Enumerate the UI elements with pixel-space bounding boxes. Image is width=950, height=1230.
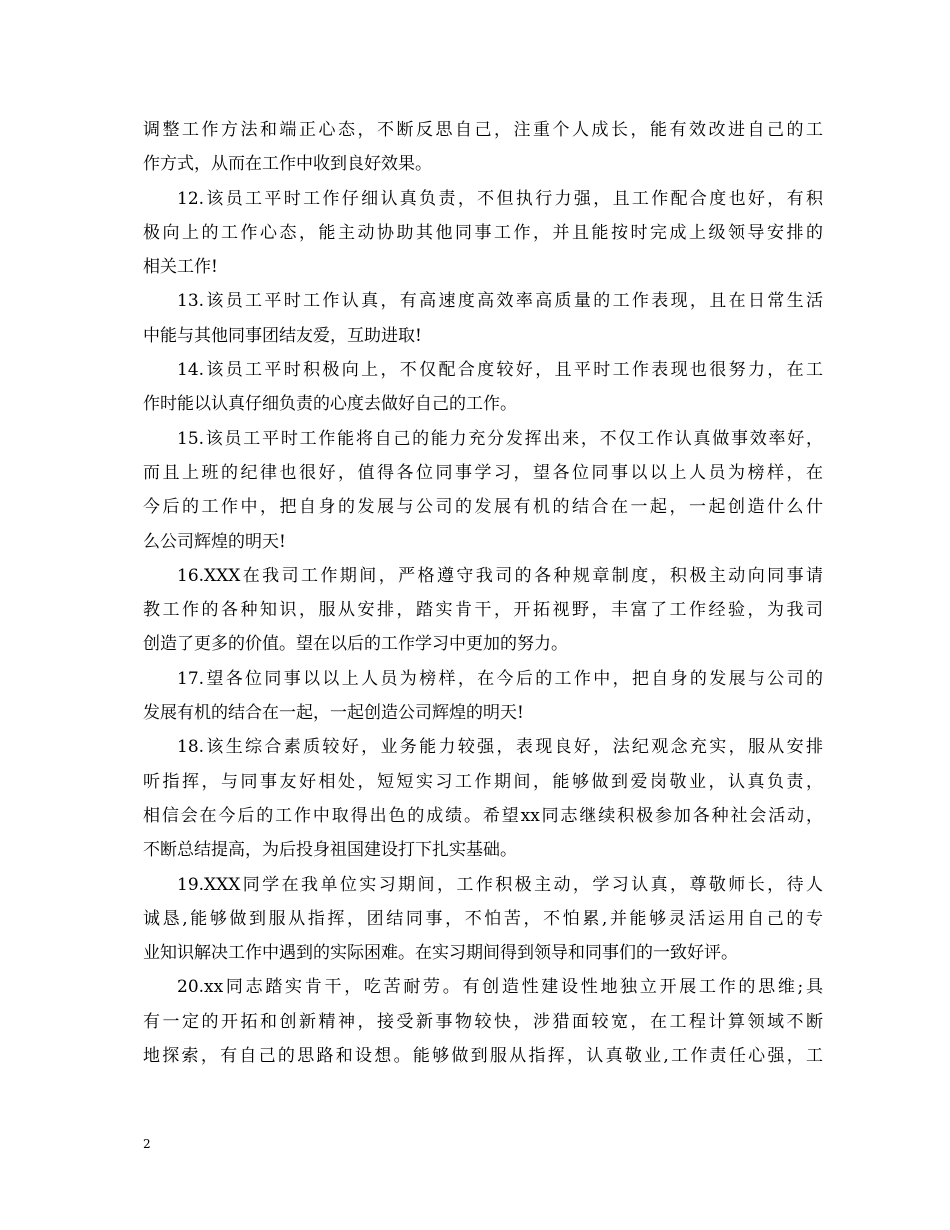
paragraph <box>143 182 823 285</box>
text-line: 19.XXX同学在我单位实习期间，工作积极主动，学习认真，尊敬师长，待人 <box>177 874 823 895</box>
text-line: 20.xx同志踏实肯干，吃苦耐劳。有创造性建设性地独立开展工作的思维;具 <box>177 977 823 998</box>
text-line: 业知识解决工作中遇到的实际困难。在实习期间得到领导和同事们的一致好评。 <box>143 943 738 964</box>
text-line: 而且上班的纪律也很好，值得各位同事学习，望各位同事以以上人员为榜样，在 <box>143 462 823 483</box>
text-line: 不断总结提高，为后投身祖国建设打下扎实基础。 <box>143 840 517 861</box>
paragraph <box>143 662 823 731</box>
paragraph <box>143 353 823 422</box>
text-line: 诚恳,能够做到服从指挥，团结同事，不怕苦，不怕累,并能够灵活运用自己的专 <box>143 908 823 929</box>
text-line: 发展有机的结合在一起，一起创造公司辉煌的明天! <box>143 703 524 724</box>
text-line: 有一定的开拓和创新精神，接受新事物较快，涉猎面较宽，在工程计算领域不断 <box>143 1011 823 1032</box>
text-line: 听指挥，与同事友好相处，短短实习工作期间，能够做到爱岗敬业，认真负责， <box>143 771 823 792</box>
paragraph <box>143 284 823 353</box>
text-line: 极向上的工作心态，能主动协助其他同事工作，并且能按时完成上级领导安排的 <box>143 222 823 243</box>
text-line: 12.该员工平时工作仔细认真负责，不但执行力强，且工作配合度也好，有积 <box>177 188 823 209</box>
paragraph <box>143 113 823 182</box>
text-line: 么公司辉煌的明天! <box>143 531 286 552</box>
text-line: 18.该生综合素质较好，业务能力较强，表现良好，法纪观念充实，服从安排 <box>177 737 823 758</box>
text-line: 作方式，从而在工作中收到良好效果。 <box>143 154 432 175</box>
text-line: 作时能以认真仔细负责的心度去做好自己的工作。 <box>143 394 517 415</box>
text-line: 地探索，有自己的思路和设想。能够做到服从指挥，认真敬业,工作责任心强，工 <box>143 1046 823 1067</box>
document-body <box>143 113 823 1073</box>
paragraph <box>143 970 823 1073</box>
paragraph <box>143 730 823 867</box>
text-line: 调整工作方法和端正心态，不断反思自己，注重个人成长，能有效改进自己的工 <box>143 120 823 140</box>
text-line: 中能与其他同事团结友爱，互助进取! <box>143 325 422 346</box>
text-line: 16.XXX在我司工作期间，严格遵守我司的各种规章制度，积极主动向同事请 <box>177 565 823 586</box>
text-line: 相关工作! <box>143 257 218 278</box>
page-number: 2 <box>143 1137 151 1151</box>
text-line: 15.该员工平时工作能将自己的能力充分发挥出来，不仅工作认真做事效率好， <box>177 428 823 449</box>
text-line: 相信会在今后的工作中取得出色的成绩。希望xx同志继续积极参加各种社会活动， <box>143 805 823 826</box>
text-line: 13.该员工平时工作认真，有高速度高效率高质量的工作表现，且在日常生活 <box>177 291 823 312</box>
paragraph <box>143 422 823 559</box>
paragraph <box>143 868 823 971</box>
text-line: 今后的工作中，把自身的发展与公司的发展有机的结合在一起，一起创造什么什 <box>143 497 823 518</box>
text-line: 17.望各位同事以以上人员为榜样，在今后的工作中，把自身的发展与公司的 <box>177 668 823 689</box>
text-line: 创造了更多的价值。望在以后的工作学习中更加的努力。 <box>143 634 568 655</box>
text-line: 教工作的各种知识，服从安排，踏实肯干，开拓视野，丰富了工作经验，为我司 <box>143 600 823 621</box>
text-line: 14.该员工平时积极向上，不仅配合度较好，且平时工作表现也很努力，在工 <box>177 360 823 381</box>
paragraph <box>143 559 823 662</box>
